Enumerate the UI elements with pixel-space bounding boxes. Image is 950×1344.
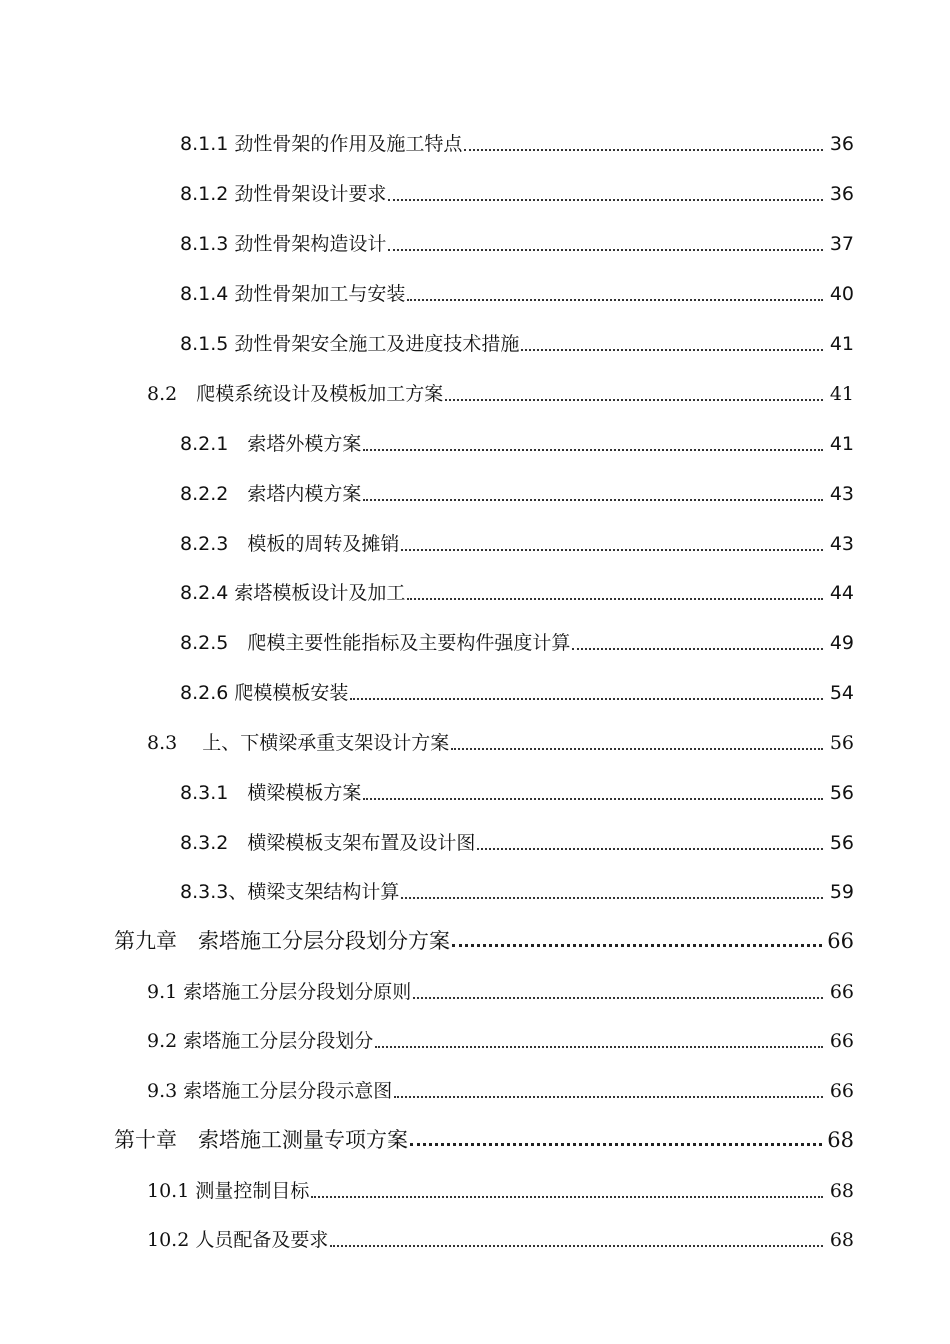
toc-leader-dots [572, 648, 822, 650]
toc-page-number: 36 [829, 183, 854, 205]
toc-page-number: 66 [827, 929, 854, 953]
toc-page-number: 43 [829, 483, 854, 505]
toc-page-number: 41 [829, 433, 854, 455]
toc-entry-label: 8.2.5 爬模主要性能指标及主要构件强度计算 [180, 632, 571, 654]
toc-entry-9-2[interactable] [147, 1023, 854, 1053]
toc-entry-label: 8.2.6 爬模模板安装 [180, 682, 349, 704]
toc-page-number: 68 [827, 1128, 854, 1152]
toc-entry-label: 8.3.3、横梁支架结构计算 [180, 881, 400, 903]
toc-entry-label: 8.2.3 模板的周转及摊销 [180, 533, 400, 555]
toc-page-number: 36 [829, 133, 854, 155]
toc-page-number: 56 [829, 732, 854, 754]
toc-entry-label: 8.1.3 劲性骨架构造设计 [180, 233, 387, 255]
toc-leader-dots [477, 848, 822, 850]
toc-leader-dots [311, 1196, 822, 1198]
toc-entry-10-1[interactable] [147, 1173, 854, 1203]
toc-leader-dots [452, 944, 822, 947]
toc-leader-dots [445, 399, 823, 401]
toc-leader-dots [388, 249, 822, 251]
toc-entry-8-2-2[interactable] [180, 476, 854, 506]
toc-entry-8-1-4[interactable] [180, 276, 854, 306]
toc-entry-8-2-6[interactable] [180, 675, 854, 705]
toc-leader-dots [407, 598, 822, 600]
toc-leader-dots [464, 149, 822, 151]
toc-page-number: 56 [829, 782, 854, 804]
toc-leader-dots [375, 1046, 823, 1048]
toc-entry-label: 10.2 人员配备及要求 [147, 1229, 329, 1251]
toc-page-number: 66 [829, 981, 854, 1003]
toc-entry-label: 8.2.2 索塔内模方案 [180, 483, 362, 505]
toc-leader-dots [410, 1143, 822, 1146]
toc-leader-dots [363, 798, 822, 800]
toc-page-number: 66 [829, 1030, 854, 1052]
toc-page-number: 44 [829, 582, 854, 604]
toc-entry-label: 8.2.4 索塔模板设计及加工 [180, 582, 406, 604]
toc-leader-dots [413, 997, 823, 999]
toc-entry-label: 8.2.1 索塔外模方案 [180, 433, 362, 455]
toc-entry-chapter-10[interactable] [114, 1122, 854, 1152]
toc-entry-label: 第九章 索塔施工分层分段划分方案 [114, 929, 450, 953]
toc-leader-dots [451, 748, 823, 750]
toc-entry-9-3[interactable] [147, 1073, 854, 1103]
toc-leader-dots [394, 1096, 823, 1098]
toc-entry-8-1-1[interactable] [180, 126, 854, 156]
toc-page-number: 37 [829, 233, 854, 255]
toc-entry-8-2-4[interactable] [180, 575, 854, 605]
toc-page-number: 54 [829, 682, 854, 704]
toc-entry-label: 8.1.5 劲性骨架安全施工及进度技术措施 [180, 333, 520, 355]
toc-entry-label: 9.2 索塔施工分层分段划分 [147, 1030, 374, 1052]
toc-entry-label: 8.3.1 横梁模板方案 [180, 782, 362, 804]
toc-leader-dots [388, 199, 822, 201]
toc-entry-8-3-2[interactable] [180, 825, 854, 855]
toc-entry-8-3-3[interactable] [180, 874, 854, 904]
toc-leader-dots [363, 449, 822, 451]
toc-leader-dots [401, 549, 822, 551]
toc-page-number: 49 [829, 632, 854, 654]
toc-page-number: 41 [829, 333, 854, 355]
toc-entry-10-2[interactable] [147, 1222, 854, 1252]
toc-entry-label: 8.1.1 劲性骨架的作用及施工特点 [180, 133, 463, 155]
toc-leader-dots [401, 897, 822, 899]
toc-leader-dots [350, 698, 822, 700]
toc-leader-dots [330, 1245, 822, 1247]
toc-leader-dots [407, 299, 822, 301]
toc-entry-label: 8.2 爬模系统设计及模板加工方案 [147, 383, 444, 405]
toc-entry-8-2-5[interactable] [180, 625, 854, 655]
toc-page-number: 68 [829, 1180, 854, 1202]
toc-entry-8-1-3[interactable] [180, 226, 854, 256]
toc-entry-label: 8.3 上、下横梁承重支架设计方案 [147, 732, 450, 754]
toc-entry-8-1-2[interactable] [180, 176, 854, 206]
toc-entry-8-1-5[interactable] [180, 326, 854, 356]
toc-entry-label: 8.1.4 劲性骨架加工与安装 [180, 283, 406, 305]
toc-entry-8-2-3[interactable] [180, 526, 854, 556]
toc-entry-9-1[interactable] [147, 974, 854, 1004]
toc-entry-label: 10.1 测量控制目标 [147, 1180, 310, 1202]
toc-page-number: 68 [829, 1229, 854, 1251]
toc-entry-chapter-9[interactable] [114, 923, 854, 953]
toc-entry-label: 9.3 索塔施工分层分段示意图 [147, 1080, 393, 1102]
toc-entry-label: 9.1 索塔施工分层分段划分原则 [147, 981, 412, 1003]
toc-page-number: 56 [829, 832, 854, 854]
toc-entry-label: 8.3.2 横梁模板支架布置及设计图 [180, 832, 476, 854]
toc-page-number: 43 [829, 533, 854, 555]
toc-entry-8-2-1[interactable] [180, 426, 854, 456]
toc-page-number: 59 [829, 881, 854, 903]
toc-entry-8-3-1[interactable] [180, 775, 854, 805]
toc-entry-label: 8.1.2 劲性骨架设计要求 [180, 183, 387, 205]
toc-entry-8-3[interactable] [147, 725, 854, 755]
toc-page-number: 41 [829, 383, 854, 405]
toc-page-number: 66 [829, 1080, 854, 1102]
toc-page-number: 40 [829, 283, 854, 305]
toc-entry-8-2[interactable] [147, 376, 854, 406]
toc-entry-label: 第十章 索塔施工测量专项方案 [114, 1128, 408, 1152]
toc-leader-dots [363, 499, 822, 501]
toc-leader-dots [521, 349, 822, 351]
